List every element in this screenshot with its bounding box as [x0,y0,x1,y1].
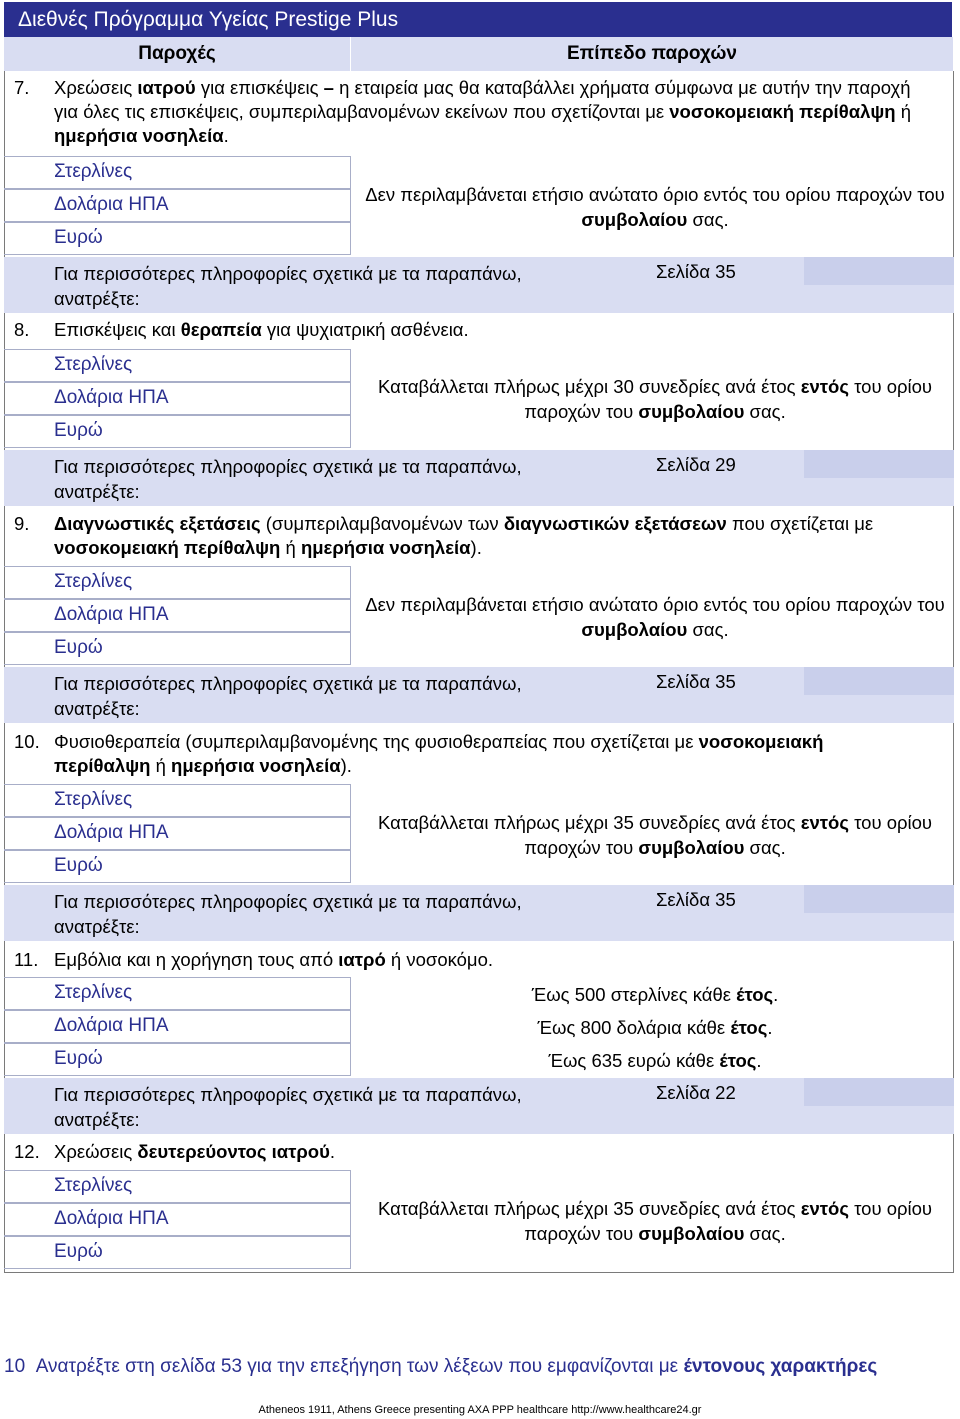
benefit-limit: Καταβάλλεται πλήρως μέχρι 35 συνεδρίες ανά έτος εντός του ορίου παροχών του συμβολαίου σας. [377,812,933,858]
benefit-limit: Καταβάλλεται πλήρως μέχρι 35 συνεδρίες ανά έτος εντός του ορίου παροχών του συμβολαίου σας. [377,1198,933,1244]
currency-gbp: Στερλίνες [4,349,351,382]
amount-usd: Έως 800 δολάρια κάθε έτος. [537,1017,773,1038]
currency-gbp: Στερλίνες [4,1170,351,1203]
page-reference: Σελίδα 22 [656,1082,736,1103]
footer-note: 10 Ανατρέξτε στη σελίδα 53 για την επεξήγηση των λέξεων που εμφανίζονται με έντονους χαρακτήρες [4,1356,878,1377]
more-info-row: Για περισσότερες πληροφορίες σχετικά με τα παραπάνω, ανατρέξτε: Σελίδα 35 [4,257,954,313]
currency-eur: Ευρώ [4,222,351,255]
currency-usd: Δολάρια ΗΠΑ [4,817,351,850]
more-info-row: Για περισσότερες πληροφορίες σχετικά με τα παραπάνω, ανατρέξτε: Σελίδα 29 [4,450,954,506]
currency-gbp: Στερλίνες [4,784,351,817]
currency-eur: Ευρώ [4,850,351,883]
currency-usd: Δολάρια ΗΠΑ [4,382,351,415]
page-reference: Σελίδα 35 [656,889,736,910]
col-benefits-header: Παροχές [4,37,351,71]
currency-eur: Ευρώ [4,415,351,448]
page-reference: Σελίδα 35 [656,671,736,692]
table-header [4,37,954,71]
footer-credit: Atheneos 1911, Athens Greece presenting AXA PPP healthcare http://www.healthcare24.gr [258,1404,702,1416]
page-title: Διεθνές Πρόγραμμα Υγείας Prestige Plus [4,2,952,37]
currency-usd: Δολάρια ΗΠΑ [4,599,351,632]
currency-usd: Δολάρια ΗΠΑ [4,1010,351,1043]
currency-gbp: Στερλίνες [4,977,351,1010]
page-number: 10 [4,1356,26,1377]
currency-usd: Δολάρια ΗΠΑ [4,1203,351,1236]
currency-gbp: Στερλίνες [4,566,351,599]
amount-eur: Έως 635 ευρώ κάθε έτος. [548,1050,762,1071]
benefit-limit: Καταβάλλεται πλήρως μέχρι 30 συνεδρίες ανά έτος εντός του ορίου παροχών του συμβολαίου σας. [377,376,933,422]
more-info-row: Για περισσότερες πληροφορίες σχετικά με τα παραπάνω, ανατρέξτε: Σελίδα 22 [4,1078,954,1134]
amount-gbp: Έως 500 στερλίνες κάθε έτος. [531,984,779,1005]
more-info-row: Για περισσότερες πληροφορίες σχετικά με τα παραπάνω, ανατρέξτε: Σελίδα 35 [4,885,954,941]
col-level-header: Επίπεδο παροχών [351,37,954,71]
currency-eur: Ευρώ [4,1236,351,1269]
page-reference: Σελίδα 29 [656,454,736,475]
currency-eur: Ευρώ [4,1043,351,1076]
currency-usd: Δολάρια ΗΠΑ [4,189,351,222]
benefit-limit: Δεν περιλαμβάνεται ετήσιο ανώτατο όριο εντός του ορίου παροχών του συμβολαίου σας. [365,184,945,230]
currency-eur: Ευρώ [4,632,351,665]
page-reference: Σελίδα 35 [656,261,736,282]
benefit-limit: Δεν περιλαμβάνεται ετήσιο ανώτατο όριο εντός του ορίου παροχών του συμβολαίου σας. [365,594,945,640]
more-info-row: Για περισσότερες πληροφορίες σχετικά με τα παραπάνω, ανατρέξτε: Σελίδα 35 [4,667,954,723]
currency-gbp: Στερλίνες [4,156,351,189]
